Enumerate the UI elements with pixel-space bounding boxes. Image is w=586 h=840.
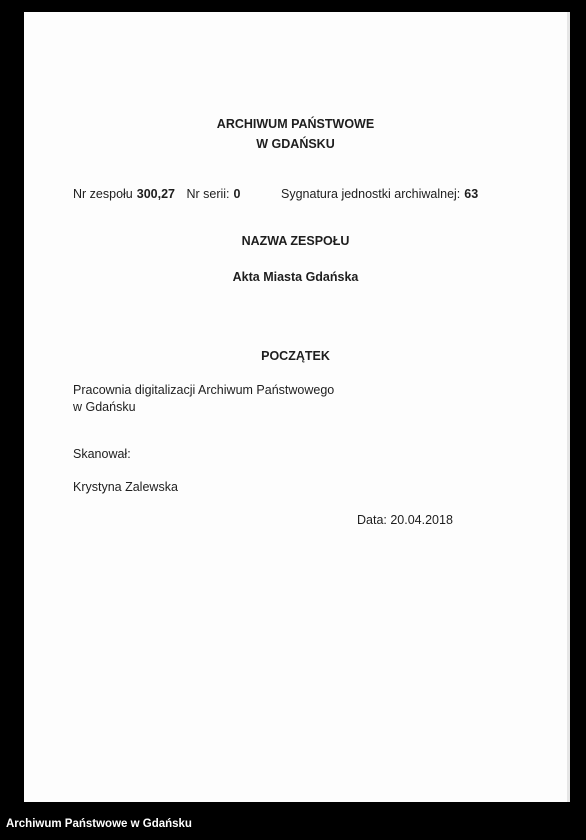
pracownia-line1: Pracownia digitalizacji Archiwum Państwowego xyxy=(73,383,335,397)
nr-zespolu-value: 300,27 xyxy=(136,187,175,201)
section-heading: POCZĄTEK xyxy=(261,349,330,363)
nr-zespolu-label: Nr zespołu xyxy=(73,187,133,201)
footer-watermark: Archiwum Państwowe w Gdańsku xyxy=(6,818,192,830)
nr-serii-value: 0 xyxy=(233,187,241,201)
nazwa-zespolu-heading: NAZWA ZESPOŁU xyxy=(241,234,350,248)
nr-zespolu xyxy=(73,187,175,201)
skanowal-name: Krystyna Zalewska xyxy=(73,480,178,494)
nr-serii xyxy=(186,187,240,201)
nr-serii-label: Nr serii: xyxy=(186,187,230,201)
sygnatura xyxy=(281,187,478,201)
document-page xyxy=(24,12,570,802)
pracownia-line2: w Gdańsku xyxy=(73,400,136,414)
pracownia-text xyxy=(73,382,373,416)
sygnatura-label: Sygnatura jednostki archiwalnej: xyxy=(281,187,461,201)
sygnatura-value: 63 xyxy=(464,187,479,201)
archive-title-line2: W GDAŃSKU xyxy=(256,137,335,151)
metadata-row xyxy=(73,187,248,201)
scan-date: Data: 20.04.2018 xyxy=(357,513,453,527)
nazwa-zespolu-value: Akta Miasta Gdańska xyxy=(232,270,359,284)
skanowal-label: Skanował: xyxy=(73,447,131,461)
archive-title-line1: ARCHIWUM PAŃSTWOWE xyxy=(216,117,375,131)
